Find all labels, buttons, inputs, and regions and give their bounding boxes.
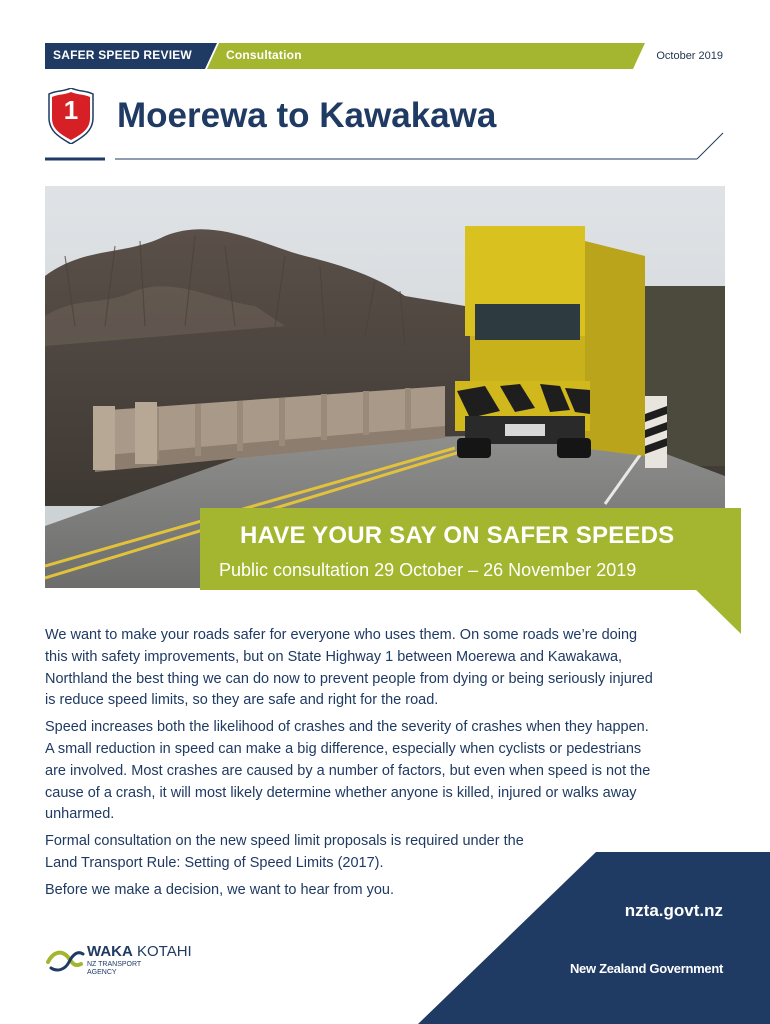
page-title: Moerewa to Kawakawa: [117, 96, 497, 135]
publication-date: October 2019: [656, 50, 723, 62]
footer-corner-panel: [418, 852, 770, 1024]
logo-wordmark: WAKA KOTAHI: [87, 943, 192, 960]
consultation-dates: Public consultation 29 October – 26 November 2019: [219, 560, 637, 580]
header-banner: [45, 43, 645, 69]
paragraph-formal-consultation: Formal consultation on the new speed limit proposals is required under the Land Transport Rule: Setting of Speed Limits (2017).: [45, 833, 524, 871]
waka-kotahi-logo-icon: [45, 942, 85, 976]
route-number: 1: [63, 95, 79, 125]
paragraph-speed: Speed increases both the likelihood of crashes and the severity of crashes when they happen. A small reduction in speed can make a big difference, especially when cyclists or pedestrians are involved. Most crashes are caused by a number of factors, but even when speed is not the cause of a crash, it will most likely determine whether anyone is killed, injured or walks away unharmed.: [45, 719, 651, 823]
paragraph-call-to-action: Before we make a decision, we want to hear from you.: [45, 881, 394, 898]
banner-consultation-label: Consultation: [226, 48, 302, 62]
website-link[interactable]: nzta.govt.nz: [624, 901, 723, 920]
nz-government-logo: New Zealand Government: [569, 961, 723, 976]
paragraph-intro: We want to make your roads safer for everyone who uses them. On some roads we’re doing this with safety improvements, but on State Highway 1 between Moerewa and Kawakawa, Northland the best thing we can do now to prevent people from dying or being seriously injured is reduce speed limits, so they are safe and right for the road.: [45, 627, 653, 709]
title-underline: [45, 128, 725, 162]
logo-subtitle-line2: AGENCY: [87, 969, 117, 976]
logo-subtitle-line1: NZ TRANSPORT: [87, 961, 142, 968]
banner-review-label: SAFER SPEED REVIEW: [53, 48, 192, 62]
headline: HAVE YOUR SAY ON SAFER SPEEDS: [240, 522, 675, 549]
